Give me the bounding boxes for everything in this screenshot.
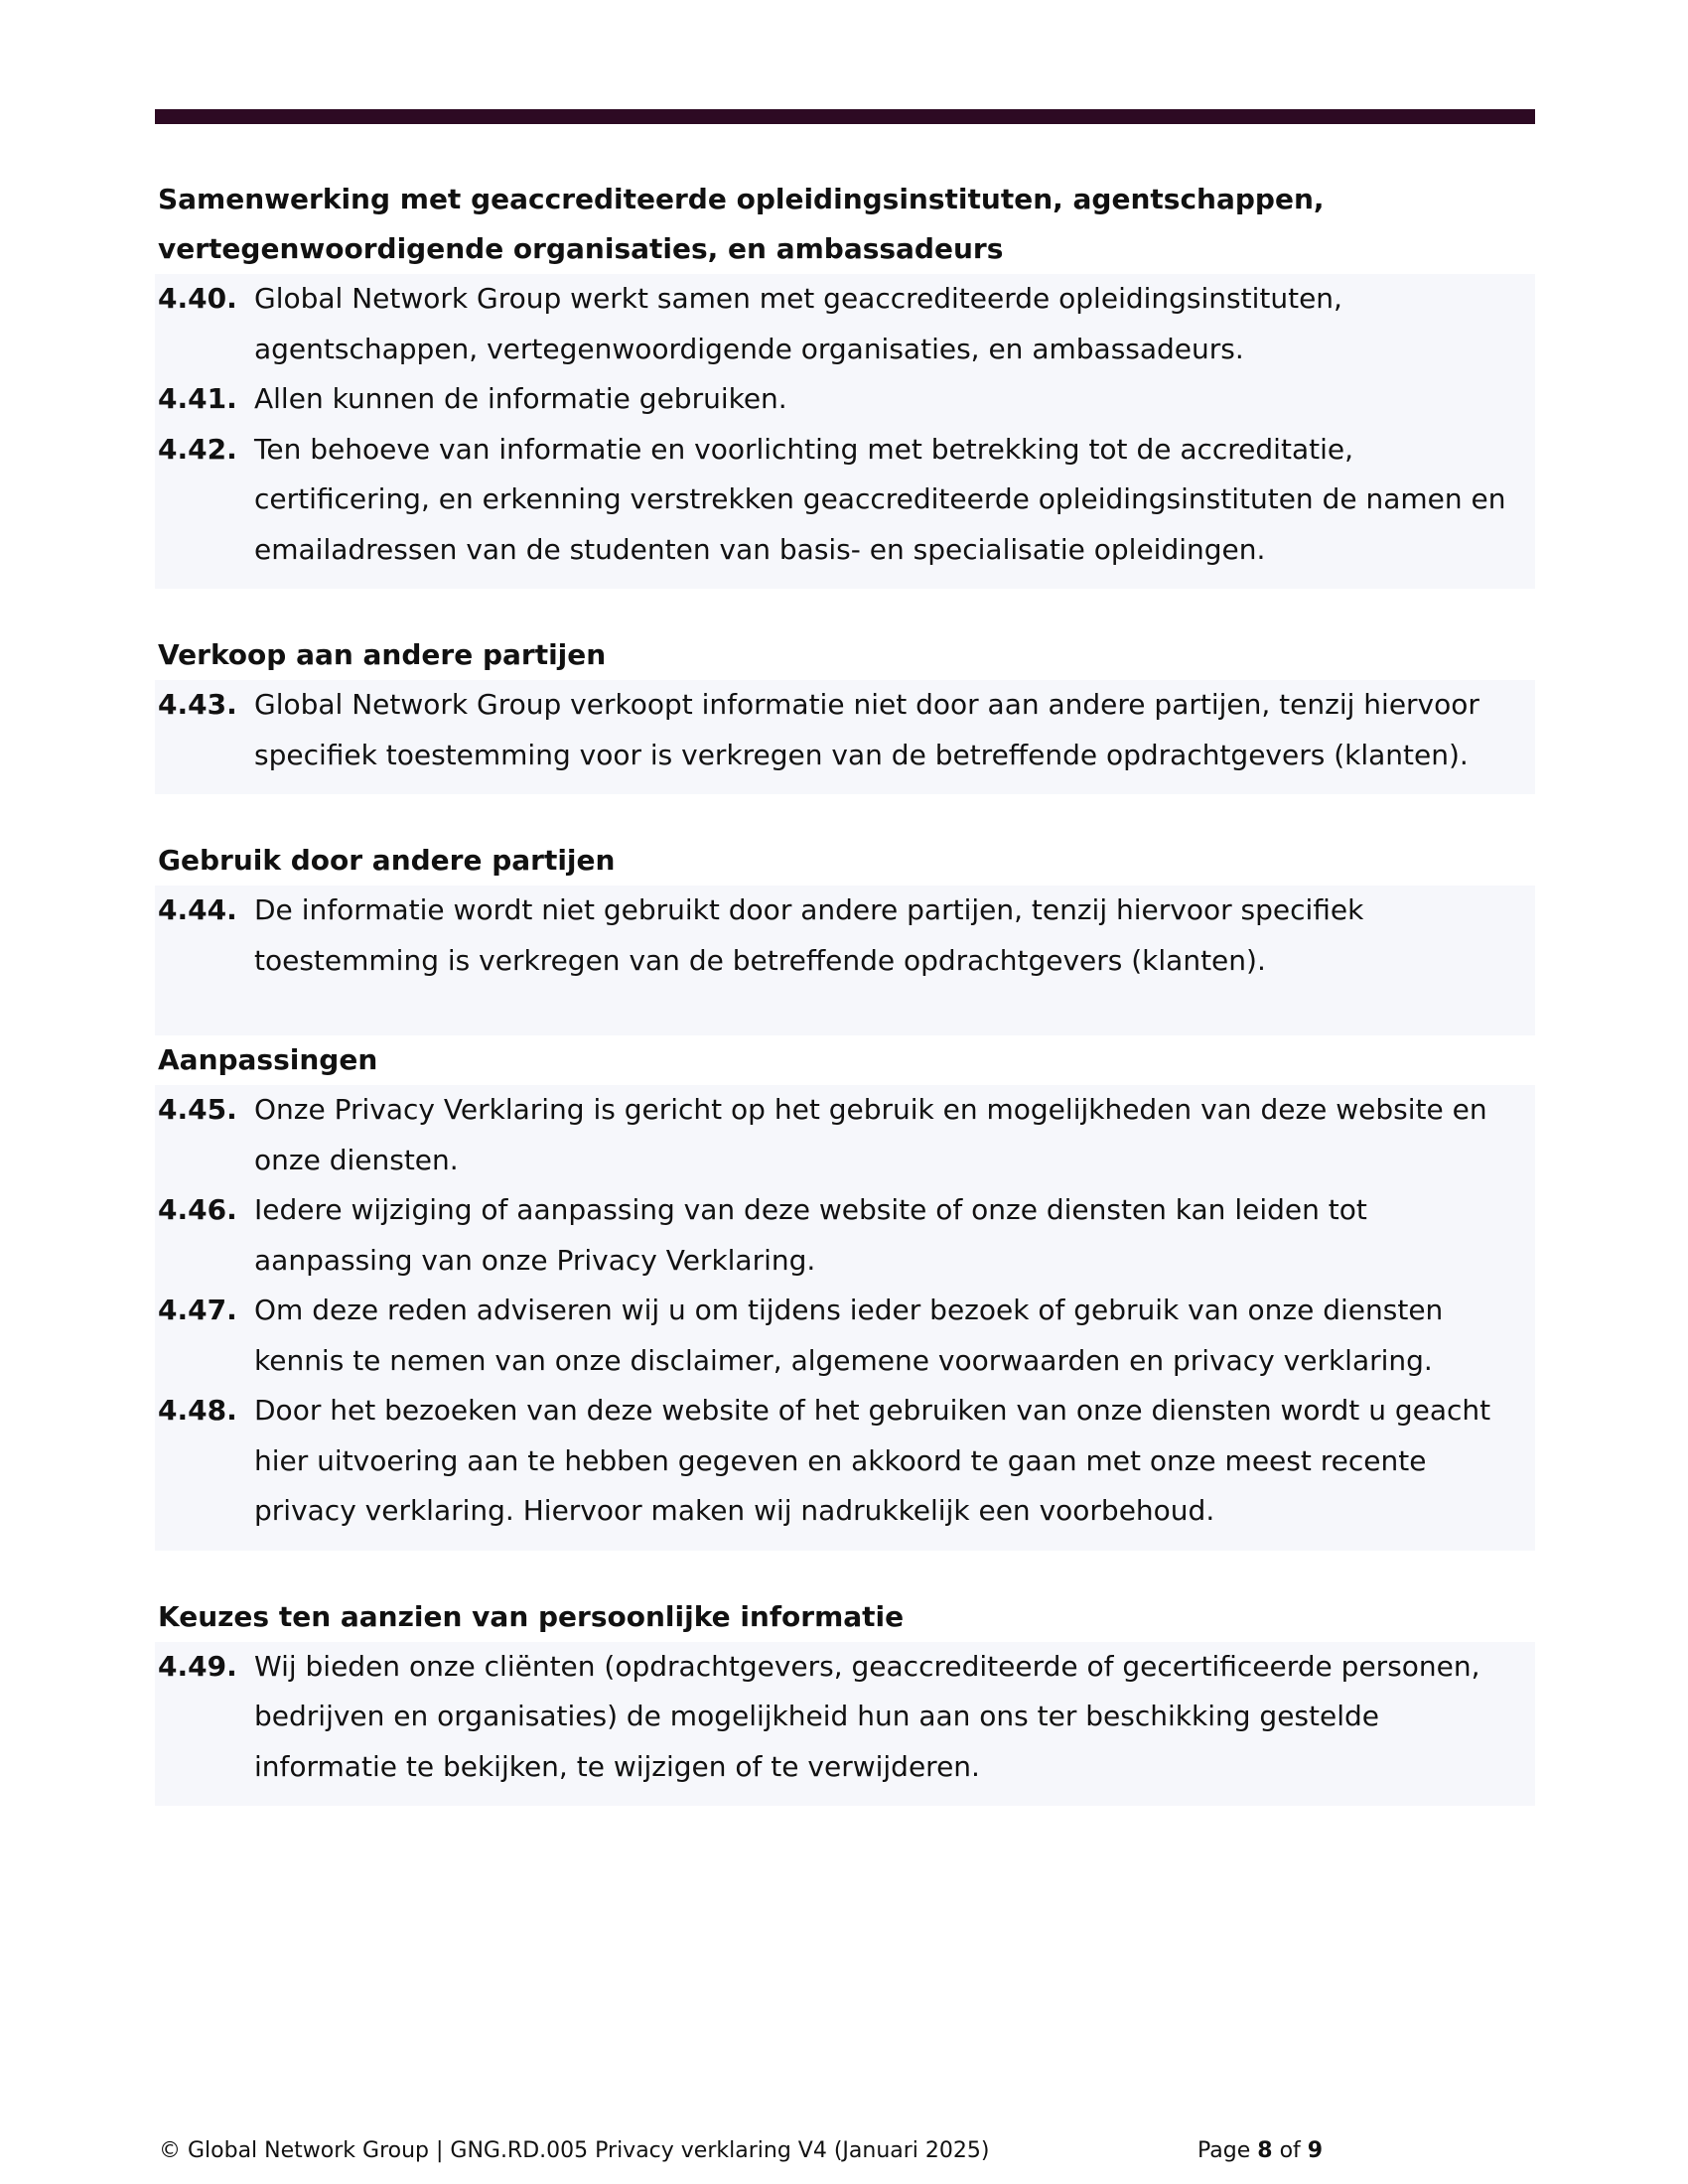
section-gap xyxy=(155,1551,1535,1592)
section-gap xyxy=(155,794,1535,836)
clause-item xyxy=(155,1286,1535,1386)
section-choices xyxy=(155,1592,1535,1807)
clause-number: 4.49. xyxy=(158,1649,237,1683)
section-sale xyxy=(155,630,1535,794)
clause-text: Iedere wijziging of aanpassing van deze website of onze diensten kan leiden tot aanpassing van onze Privacy Verklaring. xyxy=(254,1193,1367,1277)
clause-item xyxy=(155,1642,1535,1793)
clause-text: De informatie wordt niet gebruikt door andere partijen, tenzij hiervoor specifiek toestemming is verkregen van de betreffende opdrachtgevers (klanten). xyxy=(254,893,1364,977)
footer-copyright: © Global Network Group | GNG.RD.005 Privacy verklaring V4 (Januari 2025) xyxy=(159,2138,990,2163)
clause-block xyxy=(155,680,1535,794)
clause-block xyxy=(155,1642,1535,1807)
clause-number: 4.47. xyxy=(158,1294,237,1326)
section-heading: Samenwerking met geaccrediteerde opleidingsinstituten, agentschappen, vertegenwoordigende organisaties, en ambassadeurs xyxy=(158,183,1325,265)
clause-block xyxy=(155,1085,1535,1551)
clause-item xyxy=(155,425,1535,576)
top-rule xyxy=(155,109,1535,124)
clause-item xyxy=(155,680,1535,780)
clause-item xyxy=(155,886,1535,986)
clause-text: Wij bieden onze cliënten (opdrachtgevers, geaccrediteerde of gecertificeerde personen, bedrijven en organisaties) de mogelijkheid hun aan ons ter beschikking gestelde informatie te bekijken, te wijzigen of te verwijderen. xyxy=(254,1649,1480,1783)
section-heading: Aanpassingen xyxy=(158,1043,378,1076)
clause-text: Allen kunnen de informatie gebruiken. xyxy=(254,382,787,415)
clause-item xyxy=(155,1185,1535,1286)
clause-number: 4.45. xyxy=(158,1093,237,1126)
clause-item xyxy=(155,1085,1535,1185)
clause-number: 4.42. xyxy=(158,432,237,466)
document-body xyxy=(155,175,1535,1806)
section-cooperation xyxy=(155,175,1535,589)
section-changes xyxy=(155,1035,1535,1551)
clause-number: 4.43. xyxy=(158,688,237,721)
clause-number: 4.44. xyxy=(158,893,237,926)
page-number: Page 8 of 9 xyxy=(1197,2138,1324,2163)
clause-number: 4.48. xyxy=(158,1394,237,1427)
clause-text: Onze Privacy Verklaring is gericht op het gebruik en mogelijkheden van deze website en onze diensten. xyxy=(254,1093,1487,1176)
clause-block xyxy=(155,274,1535,589)
clause-text: Door het bezoeken van deze website of het gebruiken van onze diensten wordt u geacht hier uitvoering aan te hebben gegeven en akkoord te gaan met onze meest recente privacy verklaring. Hiervoor maken wij nadrukkelijk een voorbehoud. xyxy=(254,1394,1491,1527)
clause-number: 4.46. xyxy=(158,1193,237,1226)
section-heading: Keuzes ten aanzien van persoonlijke informatie xyxy=(158,1599,905,1633)
clause-text: Global Network Group werkt samen met geaccrediteerde opleidingsinstituten, agentschappen, vertegenwoordigende organisaties, en ambassadeurs. xyxy=(254,282,1342,365)
clause-item xyxy=(155,1386,1535,1537)
clause-block xyxy=(155,886,1535,1035)
clause-text: Om deze reden adviseren wij u om tijdens ieder bezoek of gebruik van onze diensten kennis te nemen van onze disclaimer, algemene voorwaarden en privacy verklaring. xyxy=(254,1294,1444,1377)
clause-text: Global Network Group verkoopt informatie niet door aan andere partijen, tenzij hiervoor specifiek toestemming voor is verkregen van de betreffende opdrachtgevers (klanten). xyxy=(254,688,1479,771)
section-gap xyxy=(155,589,1535,630)
clause-item xyxy=(155,274,1535,374)
section-heading: Gebruik door andere partijen xyxy=(158,844,616,877)
clause-text: Ten behoeve van informatie en voorlichting met betrekking tot de accreditatie, certificering, en erkenning verstrekken geaccrediteerde opleidingsinstituten de namen en emailadressen van de studenten van basis- en specialisatie opleidingen. xyxy=(254,432,1506,566)
clause-item xyxy=(155,374,1535,425)
section-heading: Verkoop aan andere partijen xyxy=(158,638,607,671)
clause-number: 4.41. xyxy=(158,382,237,415)
section-use xyxy=(155,836,1535,1035)
clause-number: 4.40. xyxy=(158,282,237,315)
